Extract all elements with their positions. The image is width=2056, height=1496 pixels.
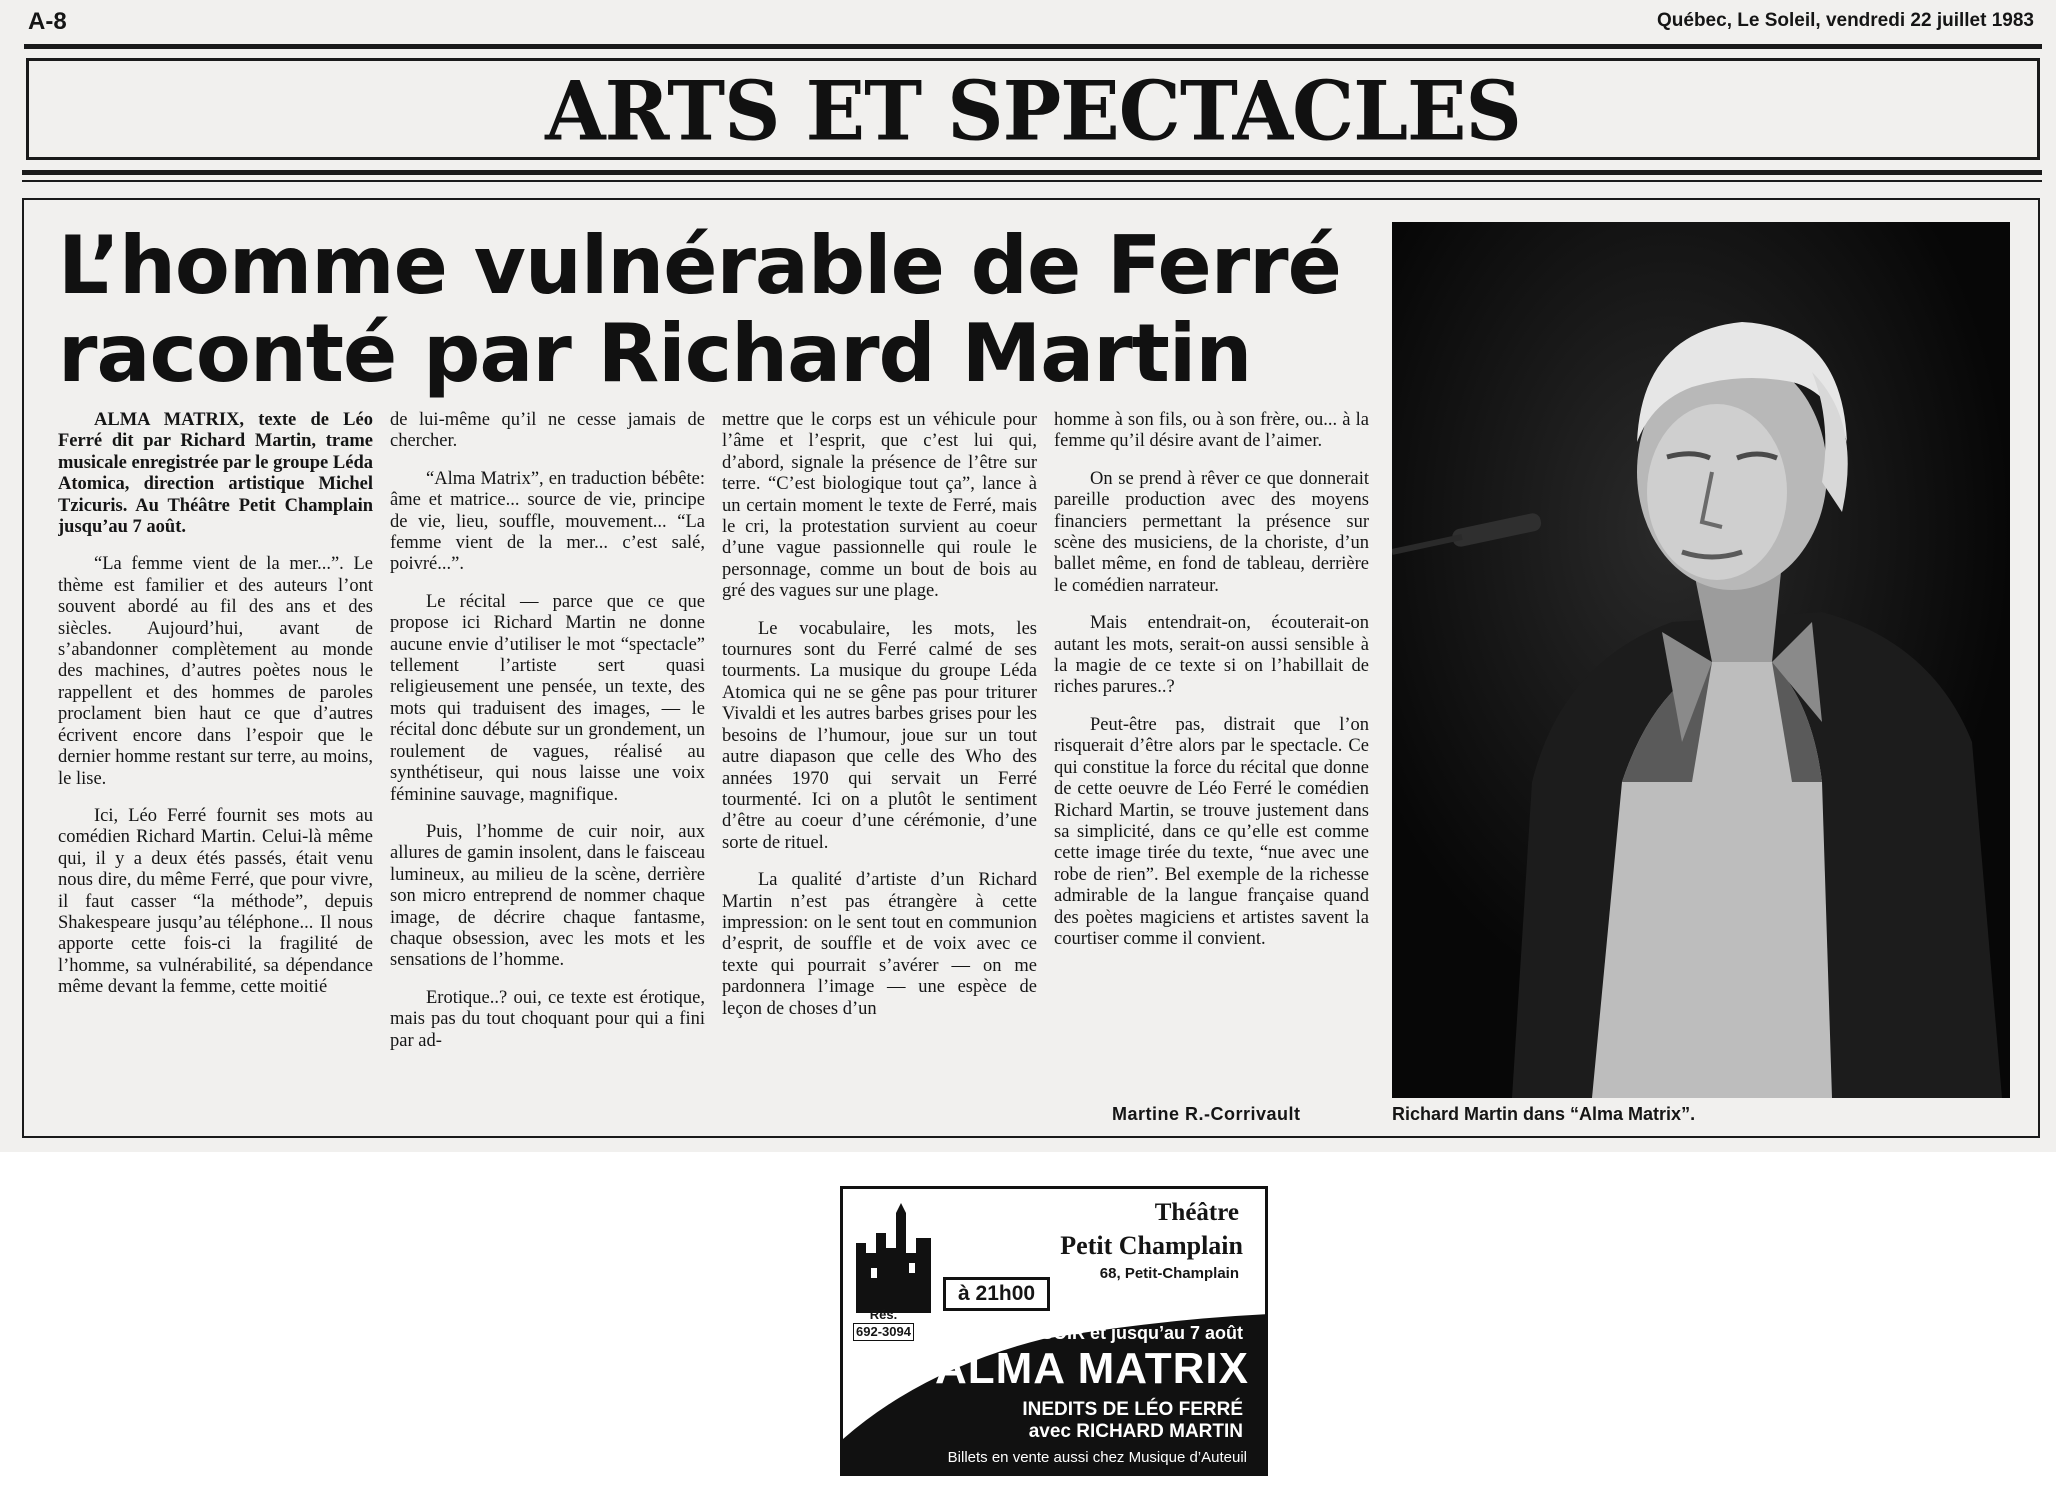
section-title: ARTS ET SPECTACLES — [545, 63, 1521, 160]
paragraph: “Alma Matrix”, en traduction bébête: âme et matrice... source de vie, principe de vie, lieu, souffle, mouvement... “La femme vient de la mer... c’est salé, poivré...”. — [390, 468, 705, 575]
headline — [58, 219, 1358, 400]
article-column-4 — [1054, 410, 1369, 1100]
ad-show-title: ALMA MATRIX — [934, 1344, 1249, 1393]
section-banner — [26, 58, 2040, 160]
paragraph: Mais entendrait-on, écouterait-on autant les mots, serait-on aussi sensible à la magie de ce texte si on l’habillait de riches parures..? — [1054, 613, 1369, 698]
ad-showtime: à 21h00 — [943, 1277, 1050, 1311]
ad-theatre-name: Petit Champlain — [1060, 1231, 1243, 1260]
ad-res-label: Rés. — [869, 1307, 898, 1322]
photo-illustration — [1392, 222, 2010, 1098]
lead-text: ALMA MATRIX, texte de Léo Ferré dit par Richard Martin, trame musicale enregistrée par le groupe Léda Atomica, direction artistique Michel Tzicuris. Au Théâtre Petit Champlain jusqu’au 7 août. — [58, 410, 373, 538]
paragraph: Puis, l’homme de cuir noir, aux allures de gamin insolent, dans le faisceau lumineux, au milieu de la scène, derrière son micro entreprend de nommer chaque image, de décrire chaque fantasme, chaque obsession, avec les mots et les sensations de l’homme. — [390, 821, 705, 971]
page-number: A-8 — [28, 8, 67, 35]
article-column-1 — [58, 410, 373, 1120]
ad-reservations — [853, 1307, 914, 1341]
paragraph: Peut-être pas, distrait que l’on risquerait d’être alors par le spectacle. Ce qui constitue la force du récital que donne de cette oeuvre de Léo Ferré le comédien Richard Martin, se trouve justement dans sa simplicité, dans ce qu’elle est comme cette image tirée du texte, “nue avec une robe de rien”. Bel exemple de la richesse admirable de la langue française quand des poètes magiciens et artistes savent la courtiser comme il convient. — [1054, 714, 1369, 949]
paragraph: “La femme vient de la mer...”. Le thème est familier et des auteurs l’ont souvent abordé au fil des ans et des siècles. Aujourd’hui, avant de s’abandonner complètement au monde des machines, d’autres poètes nous le rappellent et des hommes de paroles proclament bien haut ce que d’autres écrivent encore dans l’espoir que le dernier homme restant sur terre, au moins, le lise. — [58, 554, 373, 789]
ad-performer: avec RICHARD MARTIN — [1028, 1421, 1243, 1442]
castle-icon — [851, 1203, 941, 1313]
section-rule — [22, 170, 2042, 175]
article — [22, 198, 2040, 1138]
byline: Martine R.-Corrivault — [1112, 1104, 1301, 1124]
ad-address: 68, Petit-Champlain — [1099, 1265, 1239, 1282]
dateline: Québec, Le Soleil, vendredi 22 juillet 1983 — [1657, 10, 2034, 31]
ad-frame — [840, 1186, 1268, 1476]
article-column-2 — [390, 410, 705, 1120]
ad-dates: CE SOIR et jusqu’au 7 août — [1010, 1323, 1243, 1343]
paragraph: Ici, Léo Ferré fournit ses mots au comédien Richard Martin. Celui-là même qui, il y a deux étés passés, était venu nous dire, du même Ferré, que pour vivre, il faut casser “la méthode”, depuis Shakespeare jusqu’au téléphone... Il nous apporte cette fois-ci la fragilité de l’homme, sa vulnérabilité, sa dépendance même devant la femme, cette moitié — [58, 805, 373, 998]
headline-line-2: raconté par Richard Martin — [58, 307, 1252, 400]
top-rule — [24, 44, 2042, 49]
paragraph: Erotique..? oui, ce texte est érotique, mais pas du tout choquant pour qui a fini par ad- — [390, 987, 705, 1051]
article-column-3 — [722, 410, 1037, 1120]
performer-photo — [1392, 222, 2010, 1098]
paragraph: On se prend à rêver ce que donnerait pareille production avec des moyens financiers permettant la présence sur scène des musiciens, de la choriste, d’un ballet même, en fond de tableau, derrière le comédien narrateur. — [1054, 468, 1369, 596]
paragraph: homme à son fils, ou à son frère, ou... à la femme qu’il désire avant de l’aimer. — [1054, 410, 1369, 452]
paragraph: Le vocabulaire, les mots, les tournures sont du Ferré calmé de ses tourments. La musique du groupe Léda Atomica qui ne se gêne pas pour triturer Vivaldi et les autres barbes grises pour les besoins de l’humour, joue sur un tout autre diapason que celle des Who des années 1970 qui servait un Ferré tourmenté. Ici on a plutôt le sentiment d’être au coeur d’une cérémonie, d’une sorte de rituel. — [722, 618, 1037, 853]
ad-res-phone: 692-3094 — [853, 1323, 914, 1341]
paragraph: Le récital — parce que ce que propose ici Richard Martin ne donne aucune envie d’utiliser le mot “spectacle” tellement l’artiste sert quasi religieusement une pensée, un texte, des mots qui traduisent des images, — le récital donc débute sur un grondement, un roulement de vagues, réalisé au synthétiseur, qui nous laisse une voix féminine sauvage, magnifique. — [390, 591, 705, 805]
section-rule-thin — [22, 180, 2042, 182]
ad-subtitle: INEDITS DE LÉO FERRÉ — [1022, 1399, 1243, 1420]
paragraph: mettre que le corps est un véhicule pour l’âme et l’esprit, que c’est lui qui, d’abord, signale la présence de l’être sur terre. “C’est biologique tout ça”, lance à un certain moment le texte de Ferré, mais le cri, la protestation survient au coeur d’une vague passionnelle qui roule le personnage, comme un bout de bois au gré des vagues sur une plage. — [722, 410, 1037, 602]
article-lead — [58, 410, 373, 538]
theatre-advertisement — [824, 1172, 1284, 1488]
ad-tickets: Billets en vente aussi chez Musique d’Auteuil — [947, 1449, 1247, 1466]
paragraph: La qualité d’artiste d’un Richard Martin n’est pas étrangère à cette impression: on le sent tout en communion d’esprit, de souffle et de voix avec ce texte qui pourrait s’avérer — on me pardonnera l’image — une espèce de leçon de choses d’un — [722, 870, 1037, 1019]
headline-line-1: L’homme vulnérable de Ferré — [58, 219, 1341, 312]
ad-theatre-label: Théâtre — [1154, 1199, 1239, 1226]
photo-caption: Richard Martin dans “Alma Matrix”. — [1392, 1104, 1696, 1124]
paragraph: de lui-même qu’il ne cesse jamais de chercher. — [390, 410, 705, 452]
